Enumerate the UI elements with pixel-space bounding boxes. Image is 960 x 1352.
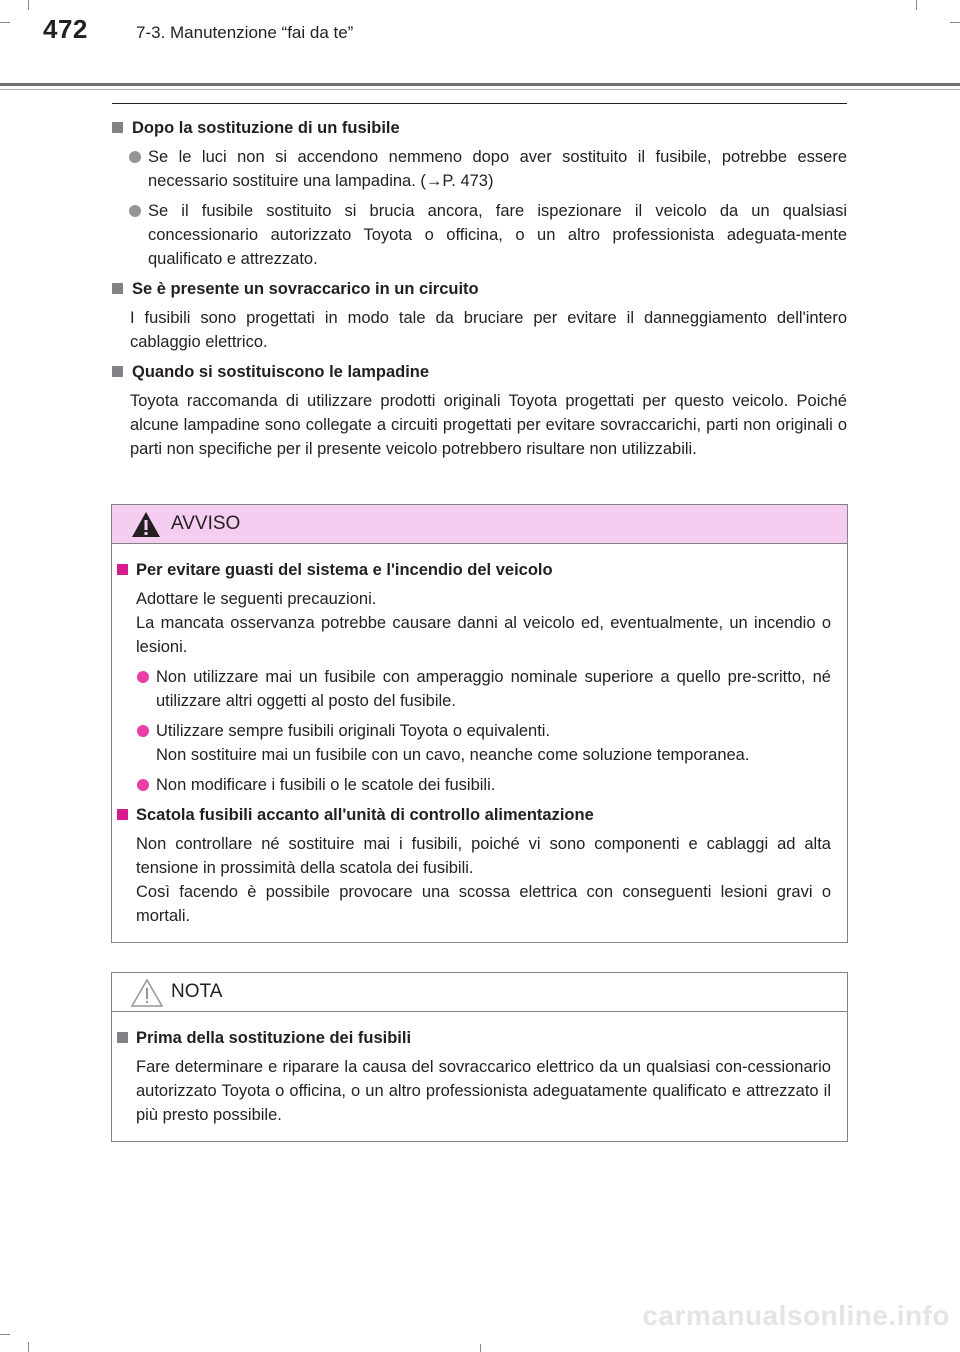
warning-header — [112, 505, 847, 544]
circle-bullet-icon — [137, 671, 149, 683]
bullet-text: Se il fusibile sostituito si brucia ancora, fare ispezionare il veicolo da un qualsiasi concessionario autorizzato Toyota o officina, o un altro professionista adeguata-mente qualificato e attrezzato. — [148, 202, 847, 268]
warning-triangle-icon — [131, 511, 161, 538]
paragraph-line: La mancata osservanza potrebbe causare danni al veicolo ed, eventualmente, un incendio o lesioni. — [136, 614, 831, 656]
crop-mark — [0, 22, 10, 23]
heading-text: Quando si sostituiscono le lampadine — [132, 363, 430, 381]
list-item — [116, 719, 831, 767]
crop-mark — [480, 1344, 481, 1352]
warning-label: AVVISO — [171, 513, 241, 534]
section-heading — [112, 277, 847, 301]
section-heading — [112, 116, 847, 140]
crop-mark — [28, 1342, 29, 1352]
circle-bullet-icon — [137, 725, 149, 737]
caution-triangle-icon — [130, 978, 164, 1008]
list-item — [112, 145, 847, 193]
heading-text: Prima della sostituzione dei fusibili — [136, 1029, 412, 1047]
bullet-text: Non modificare i fusibili o le scatole dei fusibili. — [156, 776, 496, 794]
crop-mark — [950, 22, 960, 23]
crop-mark — [28, 0, 29, 10]
warning-body — [112, 544, 847, 942]
square-bullet-icon — [112, 122, 123, 133]
bullet-text: Non sostituire mai un fusibile con un cavo, neanche come soluzione temporanea. — [156, 746, 750, 764]
list-item — [112, 199, 847, 271]
paragraph-line: Adottare le seguenti precauzioni. — [136, 590, 377, 608]
bullet-text: Se le luci non si accendono nemmeno dopo aver sostituito il fusibile, potrebbe essere necessario sostituire una lampadina. (→P. 473) — [148, 148, 847, 190]
warning-box — [111, 504, 848, 943]
circle-bullet-icon — [129, 151, 141, 163]
paragraph — [116, 832, 831, 928]
paragraph-line: Così facendo è possibile provocare una scossa elettrica con conseguenti lesioni gravi o mortali. — [136, 883, 831, 925]
list-item — [116, 665, 831, 713]
paragraph-line: Non controllare né sostituire mai i fusibili, poiché vi sono componenti e cablaggi ad alta tensione in prossimità della scatola dei fusibili. — [136, 835, 831, 877]
note-body — [112, 1012, 847, 1141]
heading-text: Se è presente un sovraccarico in un circuito — [132, 280, 479, 298]
heading-text: Scatola fusibili accanto all'unità di controllo alimentazione — [136, 806, 594, 824]
crop-mark — [0, 1334, 10, 1335]
heading-text: Dopo la sostituzione di un fusibile — [132, 119, 400, 137]
header-rule — [0, 83, 960, 86]
paragraph: Fare determinare e riparare la causa del sovraccarico elettrico da un qualsiasi con-cessionario autorizzato Toyota o officina, o un altro professionista adeguatamente qualificato e attrezzato il più presto possibile. — [136, 1058, 831, 1124]
bullet-text: Non utilizzare mai un fusibile con amperaggio nominale superiore a quello pre-scritto, né utilizzare altri oggetti al posto del fusibile. — [156, 668, 831, 710]
warning-heading — [116, 558, 831, 582]
square-bullet-icon — [117, 564, 128, 575]
crop-mark — [916, 0, 917, 10]
note-heading — [116, 1026, 831, 1050]
watermark: carmanualsonline.info — [642, 1300, 950, 1331]
paragraph: I fusibili sono progettati in modo tale da bruciare per evitare il danneggiamento dell'intero cablaggio elettrico. — [130, 309, 847, 351]
bullet-text: Utilizzare sempre fusibili originali Toyota o equivalenti. — [156, 722, 551, 740]
section-heading — [112, 360, 847, 384]
page-number: 472 — [43, 14, 88, 44]
note-label: NOTA — [171, 981, 223, 1002]
note-box — [111, 972, 848, 1142]
content-top-rule — [112, 103, 847, 104]
paragraph: Toyota raccomanda di utilizzare prodotti originali Toyota progettati per questo veicolo. Poiché alcune lampadine sono collegate a circuiti progettati per evitare sovraccarichi, parti non originali o parti non specifiche per il presente veicolo potrebbero risultare non utilizzabili. — [130, 392, 847, 458]
note-header — [112, 973, 847, 1012]
paragraph — [116, 587, 831, 659]
header-rule-thin — [0, 89, 960, 90]
section-title: 7-3. Manutenzione “fai da te” — [136, 23, 354, 42]
heading-text: Per evitare guasti del sistema e l'incendio del veicolo — [136, 561, 553, 579]
square-bullet-icon — [117, 809, 128, 820]
square-bullet-icon — [112, 366, 123, 377]
main-content — [112, 116, 847, 467]
warning-heading — [116, 803, 831, 827]
square-bullet-icon — [112, 283, 123, 294]
circle-bullet-icon — [137, 779, 149, 791]
list-item — [116, 773, 831, 797]
circle-bullet-icon — [129, 205, 141, 217]
square-bullet-icon — [117, 1032, 128, 1043]
